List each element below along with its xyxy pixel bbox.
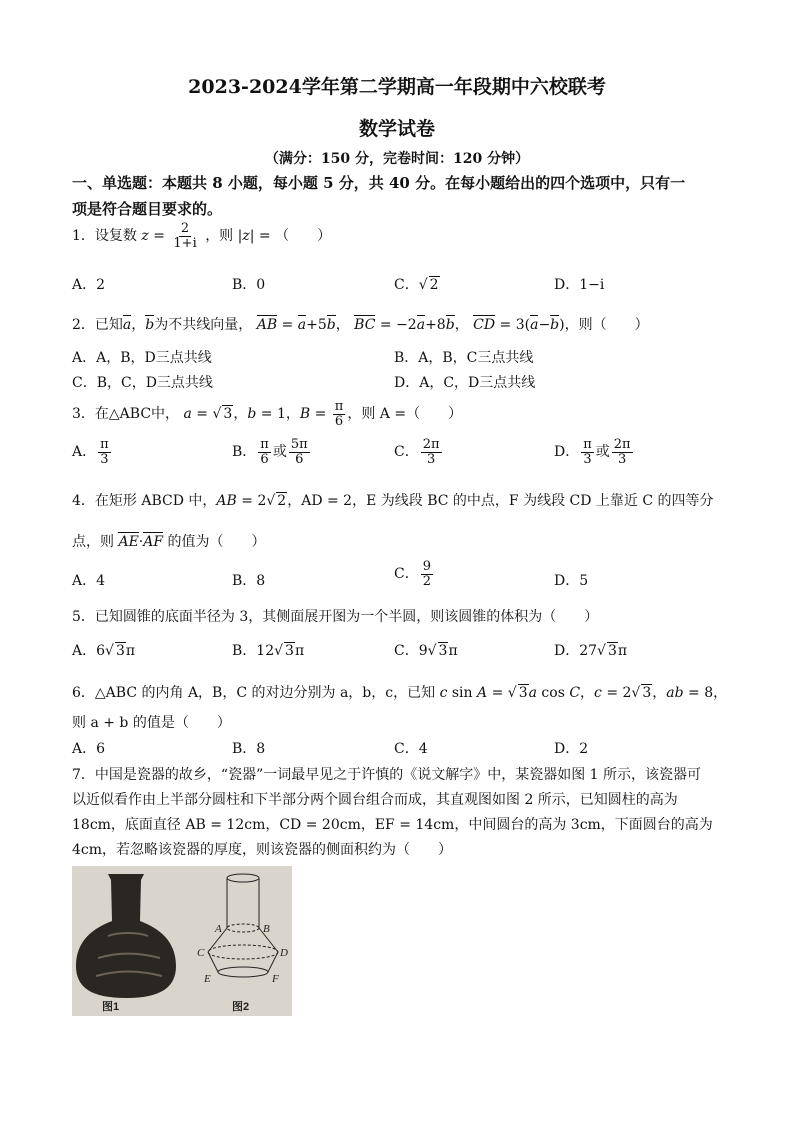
option-b: B．0 [232, 277, 266, 293]
question-4-cont: 点，则 AE·AF 的值为（ ） [72, 534, 266, 550]
question-7-line2: 以近似看作由上半部分圆柱和下半部分两个圆台组合而成，其直观图如图 2 所示，已知圆柱的高为 [72, 792, 678, 808]
option-c: C．√ 2 [394, 277, 439, 293]
question-2: 2．已知a，b为不共线向量， AB = a+5b， BC = −2a+8b， CD = 3(a−b)，则（ ） [72, 317, 649, 333]
question-4: 4．在矩形 ABCD 中，AB = 2√ 2，AD = 2，E 为线段 BC 的中点，F 为线段 CD 上靠近 C 的四等分 [72, 493, 714, 509]
question-2-options-row1 [72, 347, 732, 369]
question-2-options-row2 [72, 372, 732, 394]
option-c: C． $\frac{9}{2}$ [394, 559, 431, 589]
option-d: D．27√ 3π [554, 643, 628, 659]
option-a: A．2 [72, 277, 106, 293]
option-b: B．12√ 3π [232, 643, 305, 659]
option-c: C．B，C，D三点共线 [72, 375, 213, 391]
section-heading: 一、单选题：本题共 8 小题，每小题 5 分，共 40 分。在每小题给出的四个选项中，只有一 [72, 174, 686, 192]
option-b: B．8 [232, 573, 266, 589]
option-c: C．9√ 3π [394, 643, 458, 659]
exam-subject: 数学试卷 [358, 118, 435, 140]
fig2-label: 图2 [232, 1001, 250, 1013]
point-c: C [197, 947, 205, 959]
point-a: A [215, 923, 222, 935]
section-heading-cont: 项是符合题目要求的。 [72, 200, 223, 218]
question-7-line1: 7．中国是瓷器的故乡，“瓷器”一词最早见之于许慎的《说文解字》中，某瓷器如图 1 所示，该瓷器可 [72, 767, 702, 783]
question-5-options [72, 640, 732, 662]
option-a: A．6√ 3π [72, 643, 136, 659]
point-e: E [204, 973, 211, 985]
question-6-options [72, 738, 732, 760]
option-b: B． $\frac{\pi}{6}$ 或 $\frac{5\pi}{6}$ [232, 437, 308, 467]
option-d: D． $\frac{\pi}{3}$ 或 $\frac{2\pi}{3}$ [554, 437, 631, 467]
question-7-line3: 18cm，底面直径 AB = 12cm，CD = 20cm，EF = 14cm，中间圆台的高为 3cm，下面圆台的高为 [72, 817, 713, 833]
option-c: C． $\frac{2\pi}{3}$ [394, 437, 440, 467]
fig1-label: 图1 [102, 1001, 120, 1013]
question-7-line4: 4cm，若忽略该瓷器的厚度，则该瓷器的侧面积约为（ ） [72, 842, 453, 858]
question-4-options [72, 559, 732, 592]
option-d: D．A，C，D三点共线 [394, 375, 536, 391]
question-3-options [72, 437, 732, 467]
option-a: A．A，B，D三点共线 [72, 350, 212, 366]
option-d: D．1−i [554, 277, 605, 293]
option-a: A．4 [72, 573, 106, 589]
option-a: A．6 [72, 741, 106, 757]
option-a: A． $\frac{\pi}{3}$ [72, 437, 109, 467]
option-b: B．A，B，C三点共线 [394, 350, 534, 366]
option-d: D．5 [554, 573, 589, 589]
question-5: 5．已知圆锥的底面半径为 3，其侧面展开图为一个半圆，则该圆锥的体积为（ ） [72, 609, 599, 625]
question-6-cont: 则 a + b 的值是（ ） [72, 715, 231, 731]
point-f: F [272, 973, 279, 985]
option-c: C．4 [394, 741, 428, 757]
exam-title: 2023-2024学年第二学期高一年段期中六校联考 [188, 76, 606, 98]
option-b: B．8 [232, 741, 266, 757]
point-b: B [263, 923, 270, 935]
option-d: D．2 [554, 741, 589, 757]
exam-meta: （满分：150 分，完卷时间：120 分钟） [264, 151, 530, 167]
question-1-options [72, 274, 732, 296]
question-6: 6．△ABC 的内角 A，B，C 的对边分别为 a，b，c，已知 c sin A = √ 3a cos C，c = 2√ 3，ab = 8， [72, 685, 728, 701]
point-d: D [280, 947, 288, 959]
question-1: 1．设复数 z = $\frac{2}{1+i}$ ，则 |z| = （ ） [72, 221, 332, 251]
vase-figure [72, 866, 292, 1016]
question-3: 3．在△ABC中， a = √ 3，b = 1，B = $\frac{\pi}{6}$ ，则 A =（ ） [72, 399, 463, 429]
